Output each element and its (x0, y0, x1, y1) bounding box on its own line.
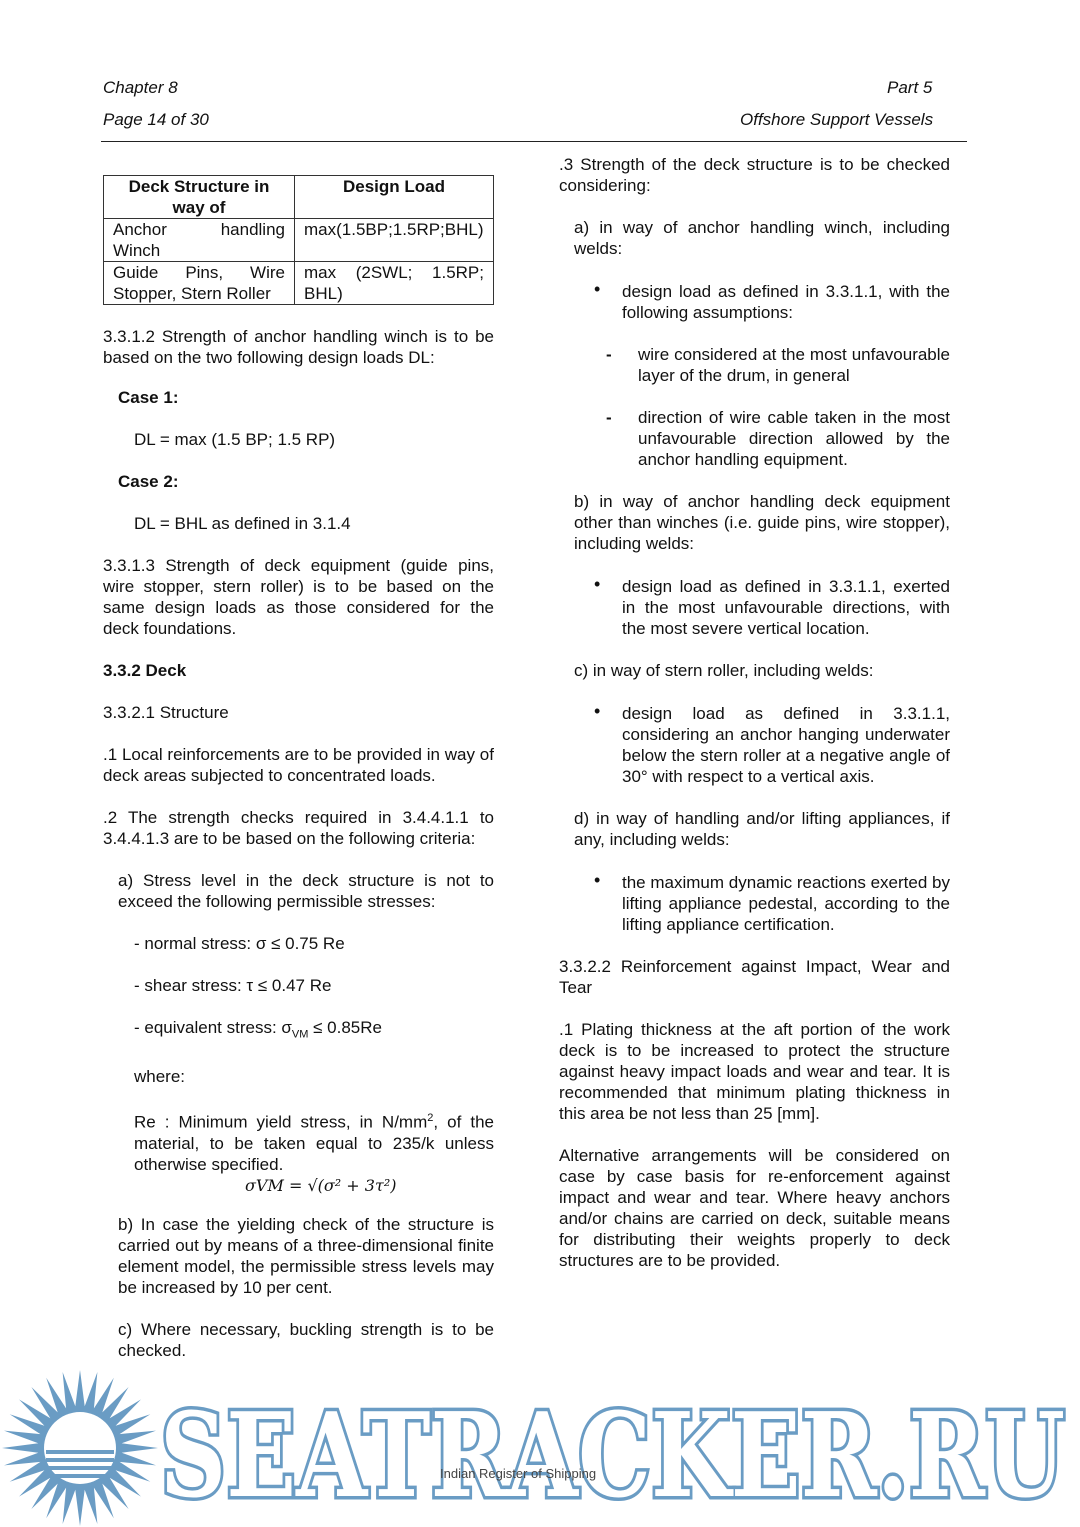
book-title: Offshore Support Vessels (740, 110, 934, 129)
dash-icon: - (606, 345, 612, 364)
normal-stress: - normal stress: σ ≤ 0.75 Re (134, 934, 345, 953)
bullet-icon: • (594, 701, 601, 721)
heading-3322: 3.3.2.2 Reinforcement against Impact, Wear and Tear (559, 957, 950, 997)
para-alternative-arrangements: Alternative arrangements will be considered on case by case basis for re-enforcement against impact and wear and tear. Where heavy anchors and/or chains are carried on deck, suitable means for distributing their weights properly to deck structures are to be provided. (559, 1146, 950, 1270)
design-load-table (103, 175, 494, 305)
heading-332: 3.3.2 Deck (103, 661, 187, 680)
footer-publisher: Indian Register of Shipping (440, 1466, 597, 1481)
para-local-reinforcements: .1 Local reinforcements are to be provided in way of deck areas subjected to concentrated loads. (103, 745, 494, 785)
where-label: where: (134, 1067, 186, 1087)
header-divider (101, 141, 967, 142)
bullet-item: • design load as defined in 3.3.1.1, exerted in the most unfavourable directions, with the most severe vertical location. (594, 574, 950, 638)
dash-icon: - (606, 408, 612, 427)
table-cell: Guide Pins, Wire Stopper, Stern Roller (104, 262, 295, 305)
table-cell: max(1.5BP;1.5RP;BHL) (295, 219, 494, 262)
page-number: Page 14 of 30 (103, 110, 209, 129)
watermark-text: SEATRACKER.RU (160, 1388, 1065, 1524)
table-header-structure: Deck Structure in way of (104, 176, 295, 219)
equivalent-stress: - equivalent stress: $\sigma_{VM} \le 0.85Re$ (134, 1018, 382, 1041)
bullet-icon: • (594, 279, 601, 299)
dash-item: - direction of wire cable taken in the most unfavourable direction allowed by the anchor handling equipment. (606, 408, 950, 469)
bullet-item: • design load as defined in 3.3.1.1, considering an anchor hanging underwater below the stern roller at a negative angle of 30° with respect to a vertical axis. (594, 701, 950, 786)
case2-label: Case 2: (118, 472, 179, 491)
para-deck-strength: .3 Strength of the deck structure is to be checked considering: (559, 155, 950, 195)
re-definition: Re : Minimum yield stress, in $N/mm^2$, of the material, to be taken equal to 235/k unless otherwise specified. (134, 1112, 494, 1175)
von-mises-formula: σVM = √(σ² + 3τ²) (245, 1176, 397, 1196)
bullet-item: • the maximum dynamic reactions exerted by lifting appliance pedestal, according to the lifting appliance certification. (594, 870, 950, 934)
bullet-icon: • (594, 870, 601, 890)
para-stern-roller: c) in way of stern roller, including welds: (574, 661, 874, 680)
para-stress-level: a) Stress level in the deck structure is not to exceed the following permissible stresses: (118, 871, 494, 911)
para-fem-yielding: b) In case the yielding check of the structure is carried out by means of a three-dimensional finite element model, the permissible stress levels may be increased by 10 per cent. (118, 1215, 494, 1298)
case2-equation: DL = BHL as defined in 3.1.4 (134, 514, 351, 533)
para-winch: a) in way of anchor handling winch, including welds: (574, 218, 950, 258)
seatracker-watermark (0, 1368, 1080, 1527)
para-strength-checks: .2 The strength checks required in 3.4.4.1.1 to 3.4.4.1.3 are to be based on the following criteria: (103, 808, 494, 848)
table-cell: max (2SWL; 1.5RP; BHL) (295, 262, 494, 305)
heading-3321: 3.3.2.1 Structure (103, 703, 229, 722)
left-column (103, 175, 494, 1361)
chapter-label: Chapter 8 (103, 78, 178, 97)
bullet-item: • design load as defined in 3.3.1.1, with the following assumptions: (594, 279, 950, 322)
para-3312: 3.3.1.2 Strength of anchor handling winch is to be based on the two following design loads DL: (103, 327, 494, 367)
table-header-row (104, 176, 494, 219)
dash-item: - wire considered at the most unfavourable layer of the drum, in general (606, 345, 950, 385)
sun-logo-icon (2, 1370, 158, 1526)
para-3313: 3.3.1.3 Strength of deck equipment (guide pins, wire stopper, stern roller) is to be based on the same design loads as those considered for the deck foundations. (103, 556, 494, 638)
part-label: Part 5 (887, 78, 933, 97)
case1-label: Case 1: (118, 388, 179, 407)
shear-stress: - shear stress: τ ≤ 0.47 Re (134, 976, 332, 995)
table-header-load: Design Load (295, 176, 494, 219)
right-column (559, 154, 950, 1271)
para-deck-equipment: b) in way of anchor handling deck equipment other than winches (i.e. guide pins, wire stopper), including welds: (574, 492, 950, 553)
bullet-icon: • (594, 574, 601, 594)
para-buckling: c) Where necessary, buckling strength is to be checked. (118, 1320, 494, 1361)
para-lifting-appliances: d) in way of handling and/or lifting appliances, if any, including welds: (574, 809, 950, 849)
table-row (104, 219, 494, 262)
case1-equation: DL = max (1.5 BP; 1.5 RP) (134, 430, 336, 449)
table-row (104, 262, 494, 305)
para-plating-thickness: .1 Plating thickness at the aft portion of the work deck is to be increased to protect the structure against heavy impact loads and wear and tear. It is recommended that minimum plating thickness in this area be not less than 25 [mm]. (559, 1020, 950, 1123)
table-cell: Anchor handling Winch (104, 219, 295, 262)
